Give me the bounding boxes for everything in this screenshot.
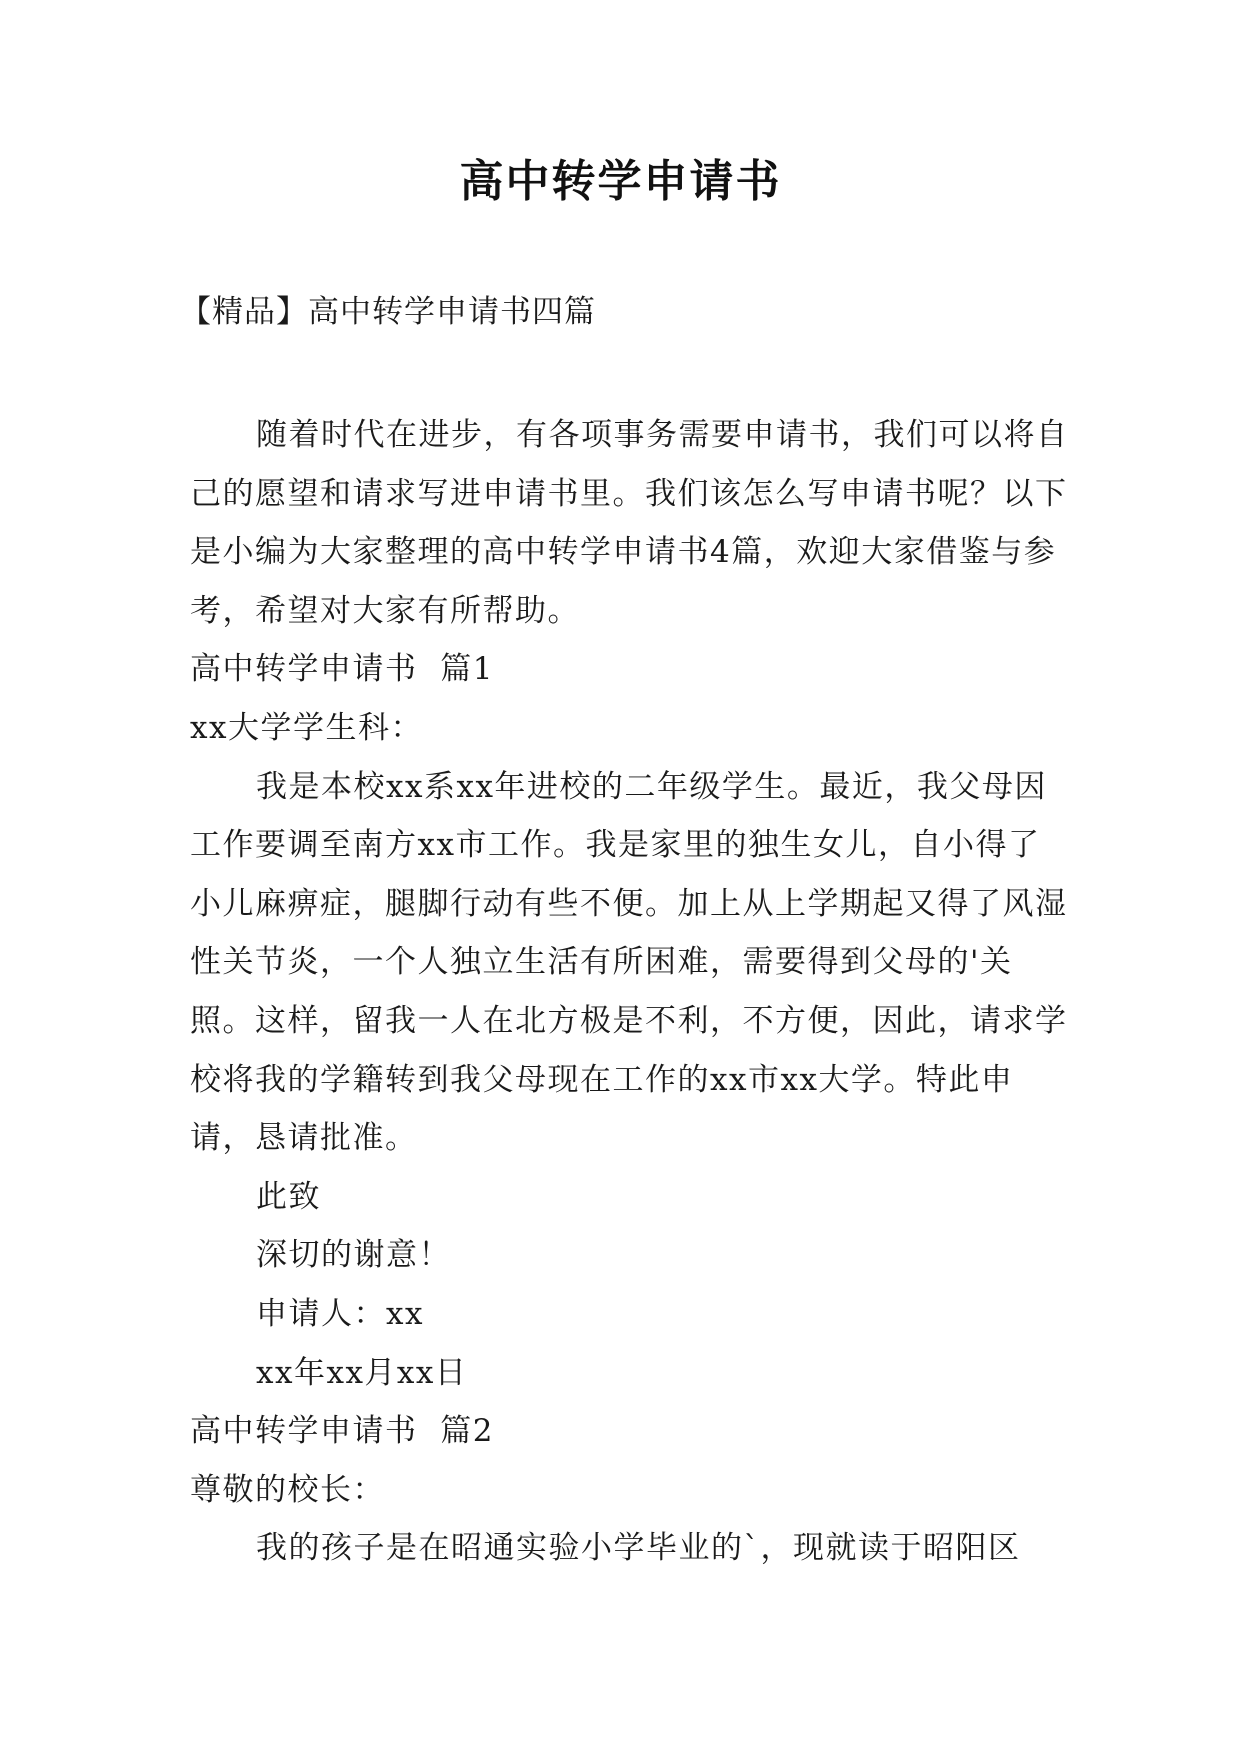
section-2-salutation: 尊敬的校长： xyxy=(190,1471,385,1508)
section-1-body: 我是本校xx系xx年进校的二年级学生。最近，我父母因工作要调至南方xx市工作。我是家里的独生女儿，自小得了小儿麻痹症，腿脚行动有些不便。加上从上学期起又得了风湿性关节炎，一个人独立生活有所困难，需要得到父母的'关照。这样，留我一人在北方极是不利，不方便，因此，请求学校将我的学籍转到我父母现在工作的xx市xx大学。特此申请，恳请批准。 xyxy=(190,768,1068,1157)
section-1-heading: 高中转学申请书 篇1 xyxy=(190,651,494,688)
document-body xyxy=(190,406,1070,1578)
intro-paragraph: 随着时代在进步，有各项事务需要申请书，我们可以将自己的愿望和请求写进申请书里。我们该怎么写申请书呢？以下是小编为大家整理的高中转学申请书4篇，欢迎大家借鉴与参考，希望对大家有所帮助。 xyxy=(190,417,1069,629)
section-1-closing-2: 深切的谢意！ xyxy=(256,1237,451,1274)
section-1-date: xx年xx月xx日 xyxy=(256,1354,468,1391)
section-1-closing-1: 此致 xyxy=(256,1178,321,1215)
section-2-heading: 高中转学申请书 篇2 xyxy=(190,1413,494,1450)
document-subtitle: 【精品】高中转学申请书四篇 xyxy=(180,294,596,330)
section-1-applicant: 申请人：xx xyxy=(256,1295,424,1332)
section-1-salutation: xx大学学生科： xyxy=(190,709,423,746)
section-2-body: 我的孩子是在昭通实验小学毕业的`，现就读于昭阳区 xyxy=(256,1530,1021,1567)
document-title: 高中转学申请书 xyxy=(459,156,782,207)
